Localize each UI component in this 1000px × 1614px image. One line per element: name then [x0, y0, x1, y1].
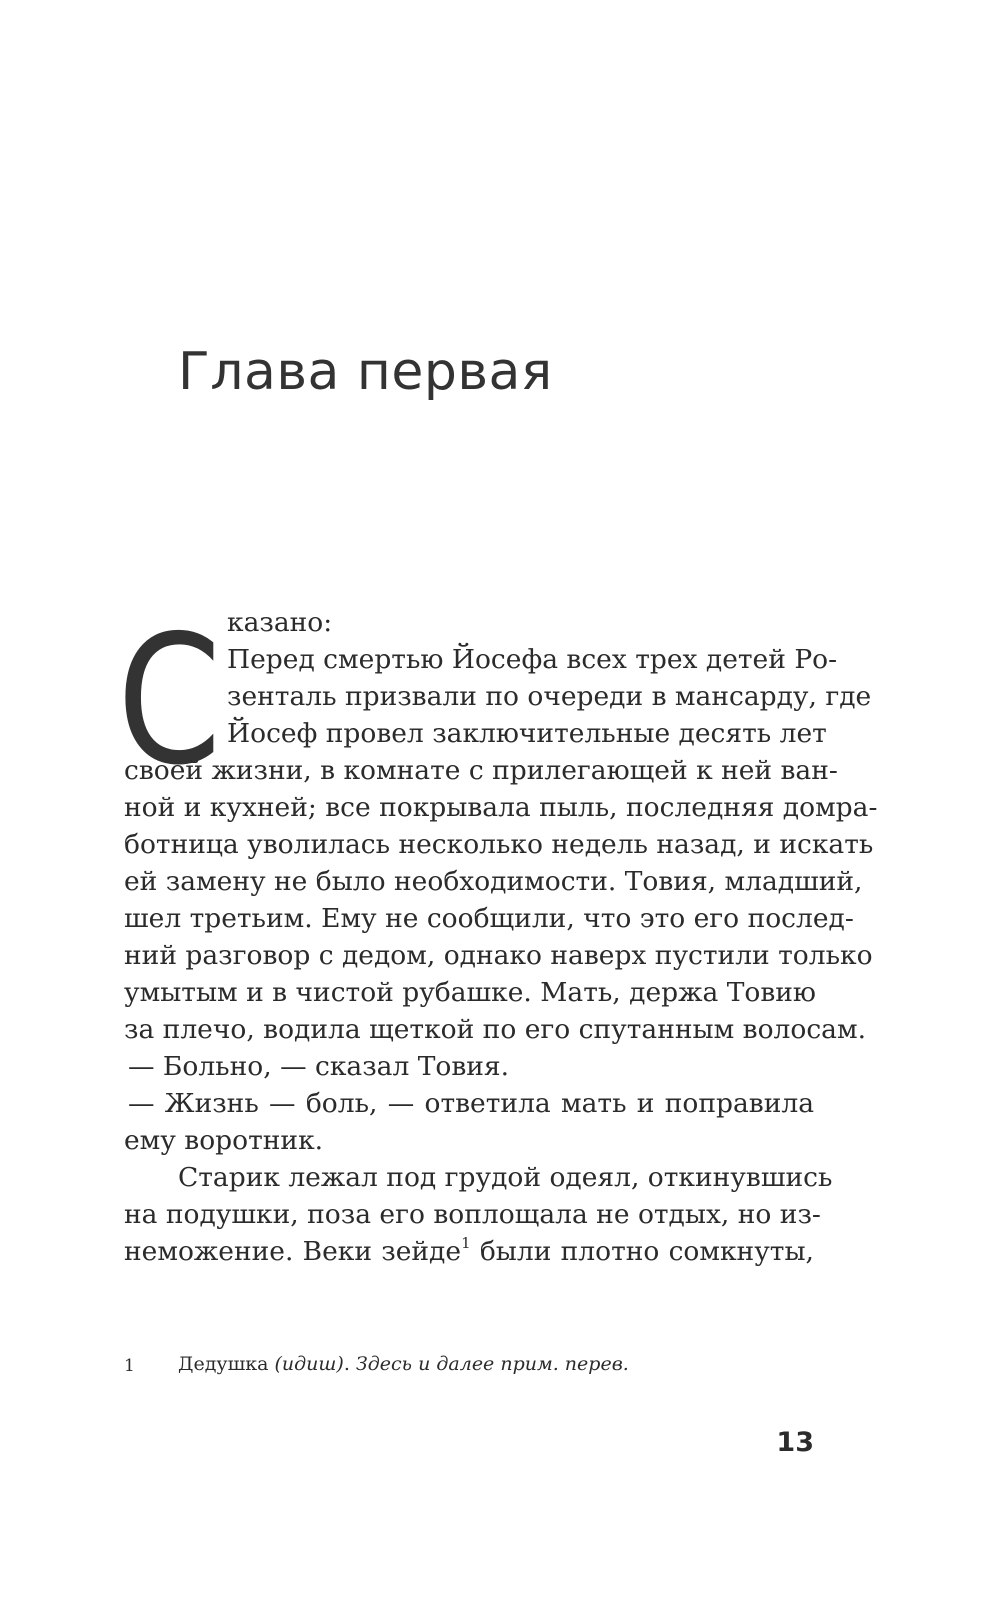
- footnote-note: Здесь и далее прим. перев.: [355, 1353, 629, 1375]
- text-line: Йосеф провел заключительные десять лет: [227, 718, 827, 749]
- footnote-number: 1: [124, 1356, 135, 1376]
- text-line: за плечо, водила щеткой по его спутанным волосам.: [124, 1014, 866, 1045]
- text-line: Старик лежал под грудой одеял, откинувшись: [178, 1162, 833, 1193]
- text-line: ной и кухней; все покрывала пыль, последняя домра-: [124, 792, 878, 823]
- dialog-line: — Жизнь — боль, — ответила мать и поправила: [128, 1088, 814, 1119]
- footnote-word: Дедушка: [178, 1353, 269, 1375]
- text-line: ботница уволилась несколько недель назад, и искать: [124, 829, 874, 860]
- page-number: 13: [776, 1427, 814, 1458]
- dialog-line: — Больно, — сказал Товия.: [128, 1051, 510, 1082]
- text-segment: были плотно сомкнуты,: [479, 1236, 814, 1267]
- text-line-with-footnote-ref: [124, 1233, 814, 1271]
- footnote-punct: .: [343, 1353, 350, 1375]
- text-segment: неможение. Веки зейде: [124, 1236, 462, 1267]
- text-line: ей замену не было необходимости. Товия, младший,: [124, 866, 863, 897]
- footnote-text: [178, 1353, 629, 1375]
- text-line: зенталь призвали по очереди в мансарду, где: [227, 681, 872, 712]
- text-line: Перед смертью Йосефа всех трех детей Ро-: [227, 644, 838, 675]
- text-line: ний разговор с дедом, однако наверх пустили только: [124, 940, 873, 971]
- drop-cap: С: [117, 597, 222, 804]
- text-line: ему воротник.: [124, 1125, 324, 1156]
- footnote-reference[interactable]: 1: [461, 1234, 471, 1252]
- text-line: шел третьим. Ему не сообщили, что это его послед-: [124, 903, 854, 934]
- chapter-title: Глава первая: [178, 342, 553, 402]
- text-line: на подушки, поза его воплощала не отдых, но из-: [124, 1199, 821, 1230]
- text-line: своей жизни, в комнате с прилегающей к ней ван-: [124, 755, 838, 786]
- text-line: умытым и в чистой рубашке. Мать, держа Товию: [124, 977, 816, 1008]
- text-line: казано:: [227, 607, 333, 638]
- footnote-language: (идиш): [274, 1353, 344, 1375]
